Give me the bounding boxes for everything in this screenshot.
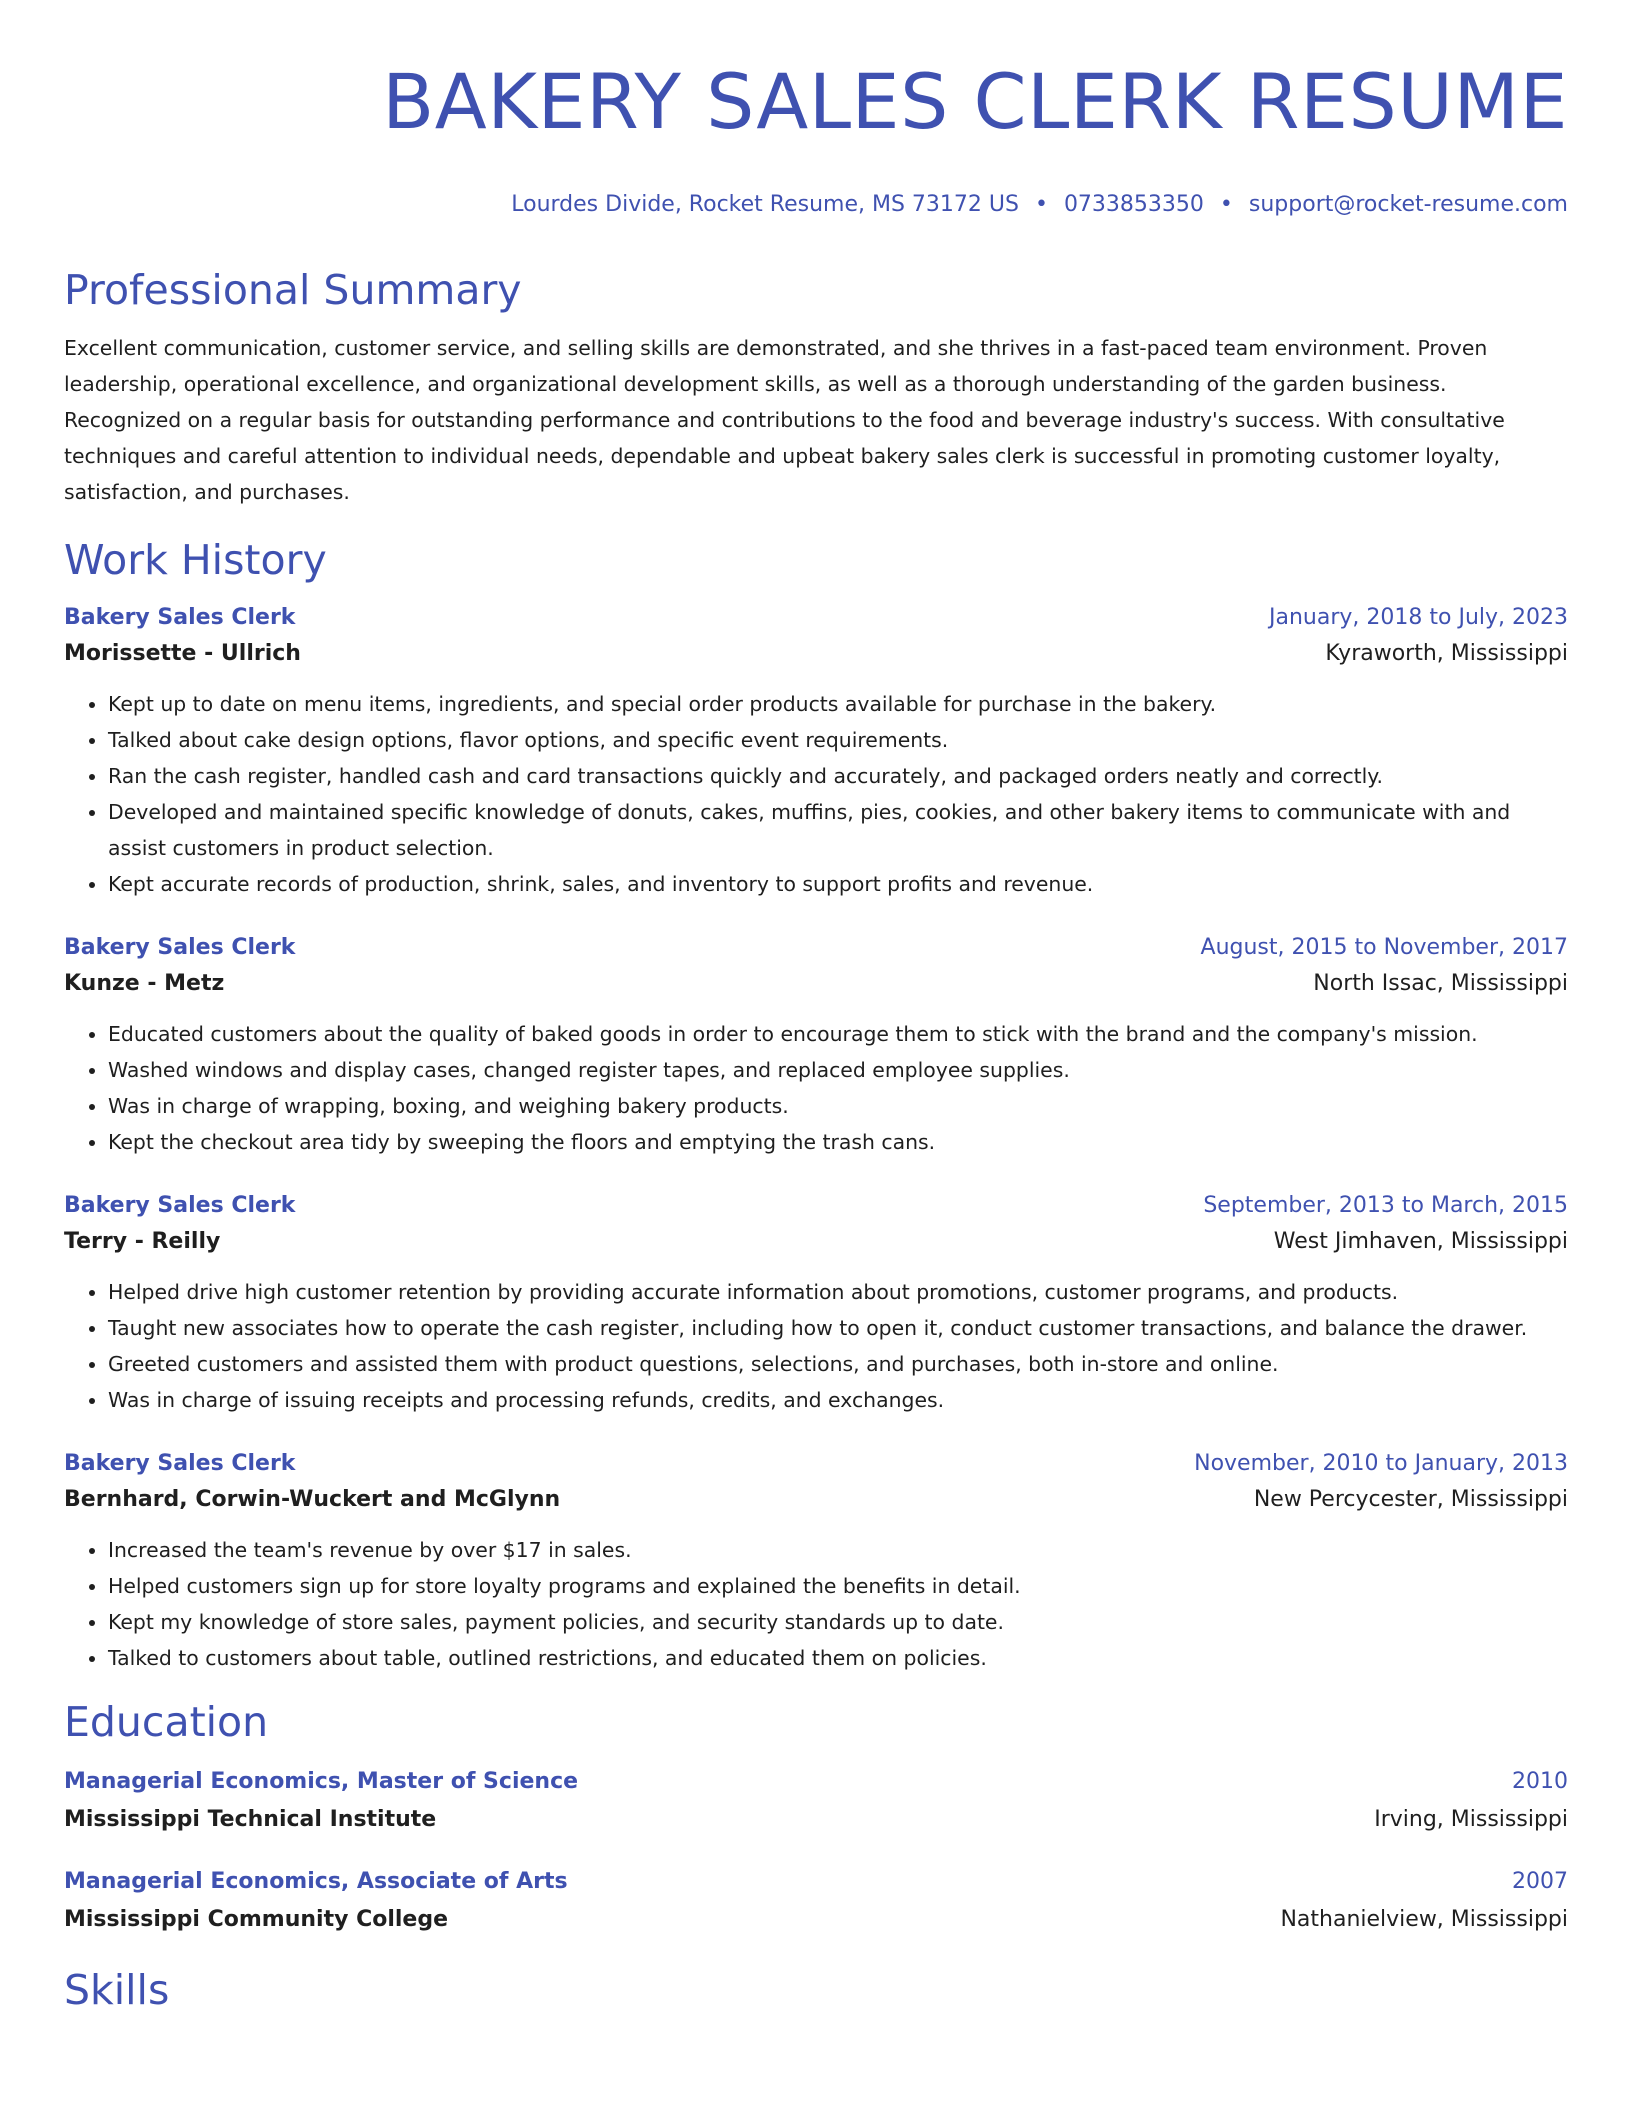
job-bullet: • Developed and maintained specific knowledge of donuts, cakes, muffins, pies, cookies, and other bakery items to communicate with and assist customers in product selection. [108,794,1568,866]
contact-line [64,190,1568,220]
job-dates: August, 2015 to November, 2017 [1200,935,1568,960]
education-entry [64,1864,1568,1940]
job-bullet: • Washed windows and display cases, changed register tapes, and replaced employee supplies. [108,1052,1568,1088]
job-dates: September, 2013 to March, 2015 [1203,1193,1568,1218]
job-employer-row [64,636,1568,672]
education-school-row [64,1900,1568,1940]
job-employer: Morissette - Ullrich [64,641,301,666]
job-entry [64,1188,1568,1418]
contact-separator: • [1219,192,1233,217]
job-dates: November, 2010 to January, 2013 [1194,1451,1568,1476]
contact-separator: • [1034,192,1048,217]
education-location: Irving, Mississippi [1374,1807,1568,1832]
education-location: Nathanielview, Mississippi [1280,1907,1568,1932]
job-title: Bakery Sales Clerk [64,1451,296,1476]
job-bullet: • Kept accurate records of production, shrink, sales, and inventory to support profits and revenue. [108,866,1568,902]
contact-phone: 0733853350 [1063,192,1204,217]
job-entry [64,930,1568,1160]
job-employer: Terry - Reilly [64,1229,221,1254]
job-header-row [64,600,1568,636]
education-degree: Managerial Economics, Associate of Arts [64,1869,568,1894]
job-location: New Percycester, Mississippi [1253,1487,1568,1512]
contact-address: Lourdes Divide, Rocket Resume, MS 73172 US [511,192,1019,217]
job-bullet: • Kept the checkout area tidy by sweeping the floors and emptying the trash cans. [108,1124,1568,1160]
job-bullet: • Greeted customers and assisted them with product questions, selections, and purchases, both in-store and online. [108,1346,1568,1382]
contact-email: support@rocket-resume.com [1248,192,1568,217]
resume-title: BAKERY SALES CLERK RESUME [382,57,1568,146]
job-bullet: • Ran the cash register, handled cash and card transactions quickly and accurately, and packaged orders neatly and correctly. [108,758,1568,794]
education-header-row [64,1764,1568,1800]
job-header-row [64,1446,1568,1482]
summary-text: Excellent communication, customer service, and selling skills are demonstrated, and she thrives in a fast-paced team environment. Proven leadership, operational excellence, and organizational development skills, as well as a thorough understanding of the garden business. Recognized on a regular basis for outstanding performance and contributions to the food and beverage industry's success. With consultative techniques and careful attention to individual needs, dependable and upbeat bakery sales clerk is successful in promoting customer loyalty, satisfaction, and purchases. [64,336,1505,504]
education-year: 2007 [1512,1869,1568,1894]
job-entry [64,600,1568,902]
job-employer: Kunze - Metz [64,971,225,996]
education-header-row [64,1864,1568,1900]
job-bullet: • Talked to customers about table, outlined restrictions, and educated them on policies. [108,1640,1568,1676]
job-bullet-list [64,686,1568,902]
job-employer-row [64,966,1568,1002]
education-school-row [64,1800,1568,1840]
job-bullet: • Was in charge of issuing receipts and processing refunds, credits, and exchanges. [108,1382,1568,1418]
job-header-row [64,1188,1568,1224]
job-bullet: • Talked about cake design options, flavor options, and specific event requirements. [108,722,1568,758]
job-bullet-list [64,1532,1568,1676]
job-bullet: • Helped drive high customer retention by providing accurate information about promotions, customer programs, and products. [108,1274,1568,1310]
job-header-row [64,930,1568,966]
job-bullet: • Kept my knowledge of store sales, payment policies, and security standards up to date. [108,1604,1568,1640]
job-bullet: • Helped customers sign up for store loyalty programs and explained the benefits in detail. [108,1568,1568,1604]
job-entry [64,1446,1568,1676]
education-year: 2010 [1512,1769,1568,1794]
job-title: Bakery Sales Clerk [64,1193,296,1218]
job-bullet: • Educated customers about the quality of baked goods in order to encourage them to stick with the brand and the company's mission. [108,1016,1568,1052]
job-bullet: • Increased the team's revenue by over $17 in sales. [108,1532,1568,1568]
work-history-heading: Work History [64,536,327,584]
education-school: Mississippi Technical Institute [64,1807,437,1832]
job-dates: January, 2018 to July, 2023 [1269,605,1568,630]
job-bullet-list [64,1016,1568,1160]
summary-heading: Professional Summary [64,266,522,314]
education-heading: Education [64,1698,269,1746]
job-location: West Jimhaven, Mississippi [1273,1229,1568,1254]
job-title: Bakery Sales Clerk [64,935,296,960]
job-location: Kyraworth, Mississippi [1325,641,1568,666]
skills-heading: Skills [64,1966,170,2014]
education-degree: Managerial Economics, Master of Science [64,1769,579,1794]
job-bullet-list [64,1274,1568,1418]
job-employer: Bernhard, Corwin-Wuckert and McGlynn [64,1487,561,1512]
job-employer-row [64,1224,1568,1260]
job-title: Bakery Sales Clerk [64,605,296,630]
job-bullet: • Taught new associates how to operate the cash register, including how to open it, conduct customer transactions, and balance the drawer. [108,1310,1568,1346]
job-bullet: • Kept up to date on menu items, ingredients, and special order products available for purchase in the bakery. [108,686,1568,722]
education-school: Mississippi Community College [64,1907,449,1932]
job-location: North Issac, Mississippi [1313,971,1568,996]
job-bullet: • Was in charge of wrapping, boxing, and weighing bakery products. [108,1088,1568,1124]
job-employer-row [64,1482,1568,1518]
education-entry [64,1764,1568,1840]
